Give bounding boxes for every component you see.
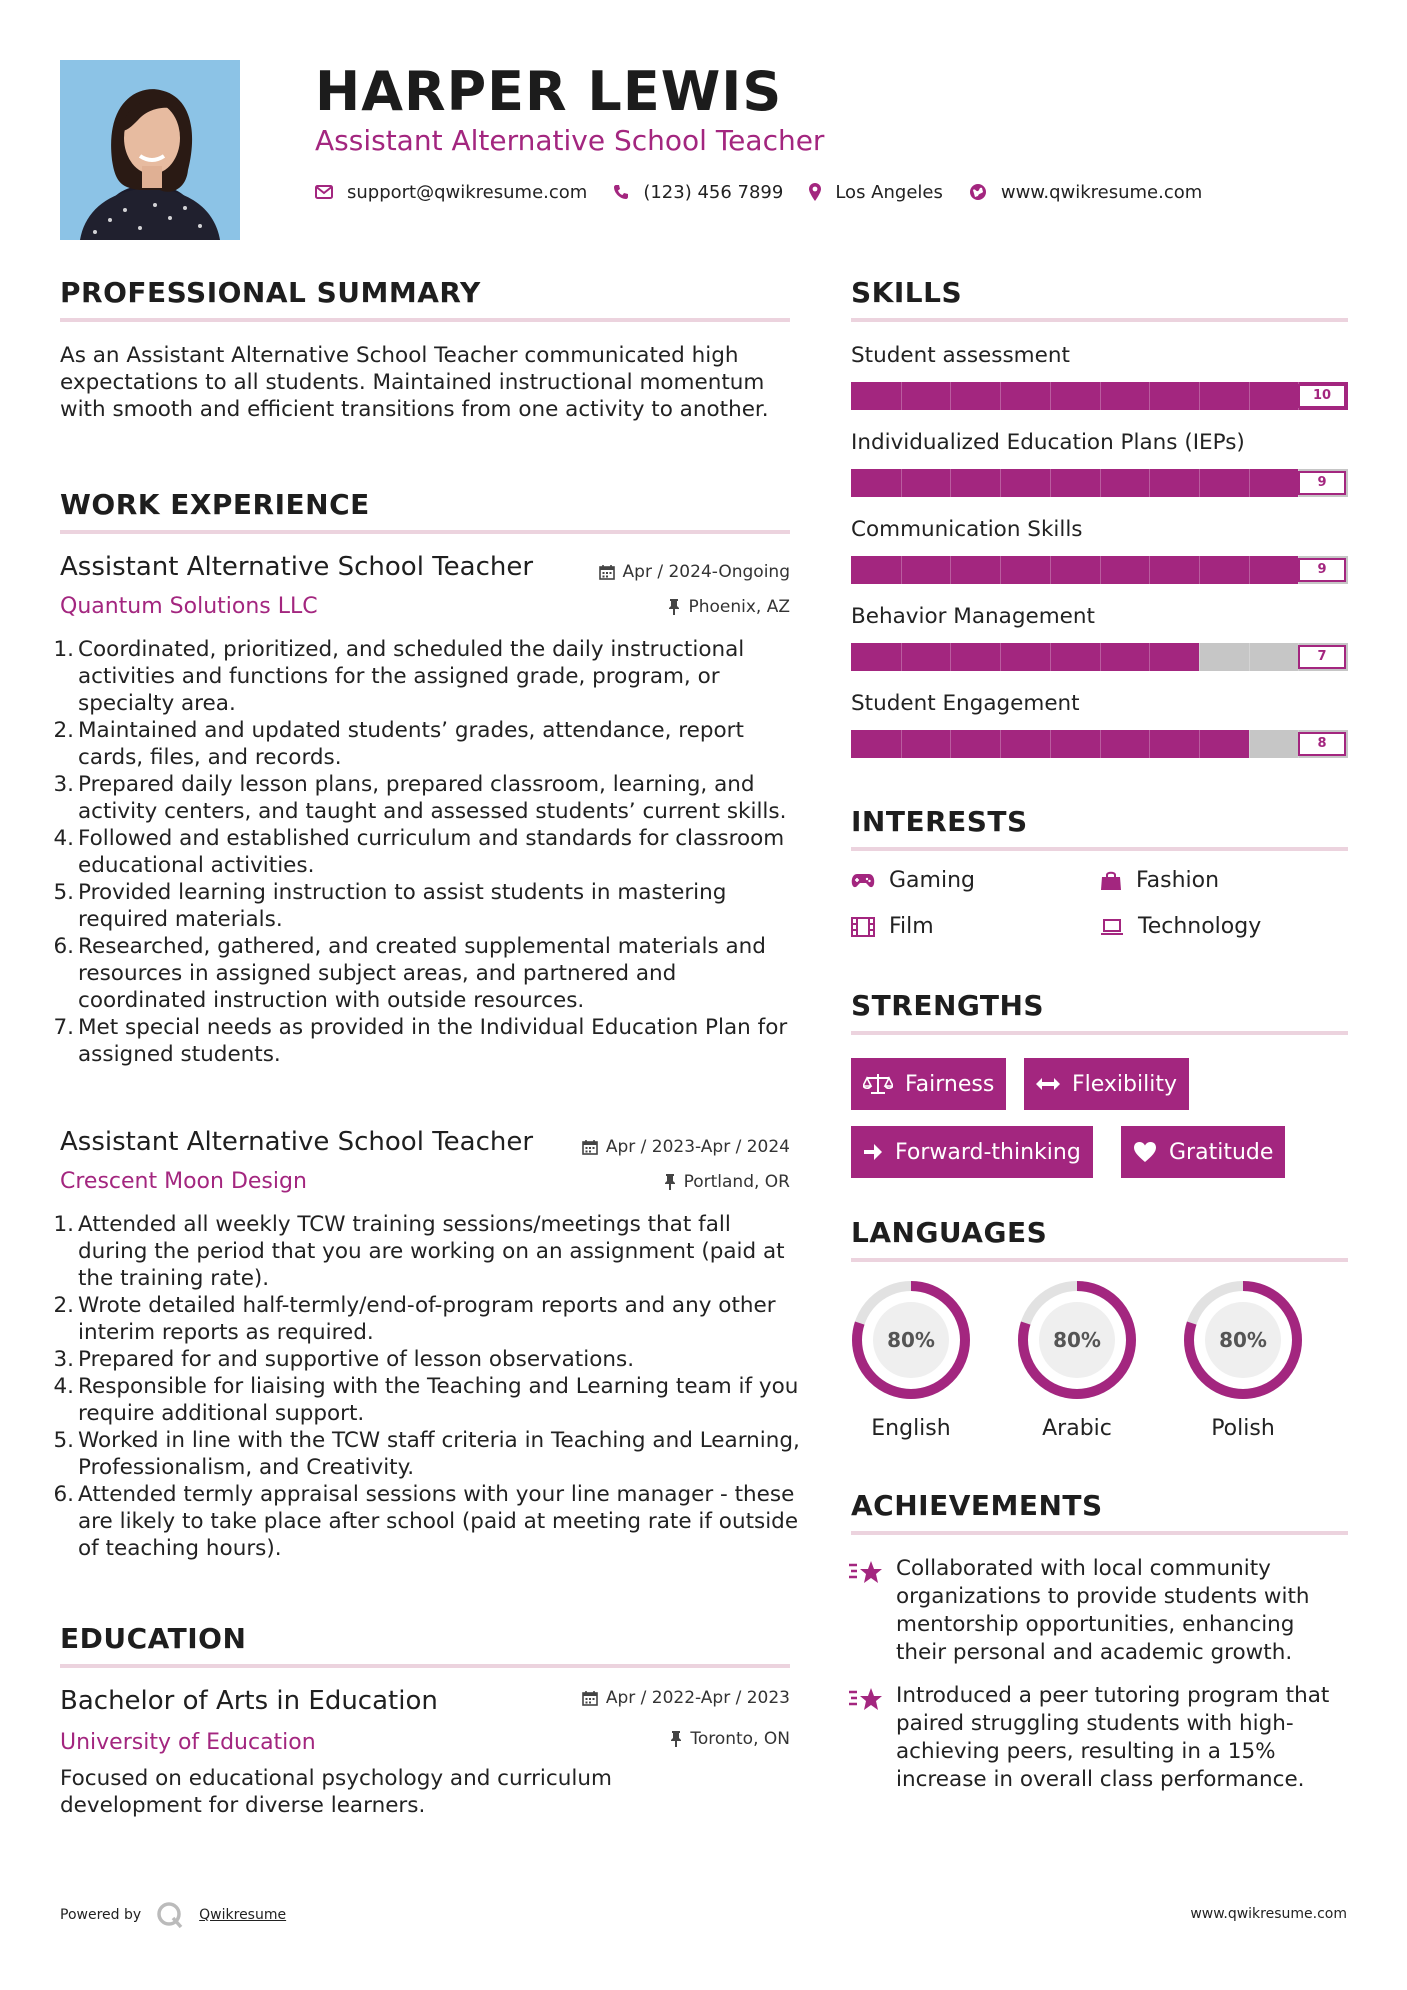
laptop-icon (1100, 918, 1124, 936)
list-item (53, 1373, 800, 1427)
list-text: Coordinated, prioritized, and scheduled the daily instructional activities and functions for the assigned grade, program, or specialty area. (78, 637, 745, 716)
skill-bar-segment (1050, 643, 1051, 671)
achievements-divider (851, 1531, 1348, 1535)
skill-bar-fill (851, 469, 1298, 497)
skill-bar-segment (1100, 730, 1101, 758)
list-text: Attended termly appraisal sessions with your line manager - these are likely to take place after school (paid at meeting rate if outside of teaching hours). (78, 1482, 799, 1561)
list-text: Researched, gathered, and created supplemental materials and resources in assigned subject areas, and partnered and coordinated instruction with outside resources. (78, 934, 766, 1013)
job-2-location-text: Portland, OR (683, 1172, 790, 1192)
strength-forward-thinking (851, 1126, 1093, 1178)
interest-technology (1100, 914, 1261, 939)
job-1-bullets (53, 636, 800, 1068)
gamepad-icon (851, 873, 875, 889)
interest-film (851, 914, 934, 939)
job-1-title: Assistant Alternative School Teacher (60, 552, 534, 582)
job-1-location-text: Phoenix, AZ (688, 597, 790, 617)
job-1-dates (520, 562, 790, 582)
skill-bar-segment (1149, 730, 1150, 758)
list-number: 1. (53, 637, 74, 662)
skill-bar-segment (1149, 556, 1150, 584)
list-number: 4. (53, 1374, 74, 1399)
interest-fashion (1100, 868, 1219, 893)
skill-score: 7 (1298, 645, 1346, 669)
email-text: support@qwikresume.com (347, 181, 588, 203)
contact-bar (315, 180, 1228, 204)
location-text: Los Angeles (835, 181, 943, 203)
degree-title: Bachelor of Arts in Education (60, 1686, 438, 1716)
language-name: Arabic (1042, 1416, 1112, 1441)
strengths-heading: STRENGTHS (851, 989, 1045, 1022)
list-text: Responsible for liaising with the Teaching and Learning team if you require additional support. (78, 1374, 799, 1426)
strength-fairness (851, 1058, 1006, 1110)
interests-divider (851, 847, 1348, 851)
list-number: 2. (53, 1293, 74, 1318)
job-1-company: Quantum Solutions LLC (60, 594, 318, 619)
job-2-company: Crescent Moon Design (60, 1169, 307, 1194)
strength-label: Gratitude (1169, 1139, 1274, 1165)
summary-divider (60, 318, 790, 322)
summary-heading: PROFESSIONAL SUMMARY (60, 276, 481, 309)
skill-bar-segment (1149, 469, 1150, 497)
list-text: Attended all weekly TCW training sessions/meetings that fall during the period that you are working on an assignment (paid at the training rate). (78, 1212, 785, 1291)
qwikresume-logo-icon (155, 1900, 185, 1930)
job-1-dates-text: Apr / 2024-Ongoing (622, 562, 790, 582)
skill-label: Communication Skills (851, 517, 1083, 542)
interest-label: Technology (1138, 914, 1262, 939)
skill-bar-segment (1199, 469, 1200, 497)
list-number: 5. (53, 1428, 74, 1453)
school-name: University of Education (60, 1730, 316, 1755)
skill-bar-segment (901, 382, 902, 410)
skill-bar-segment (950, 556, 951, 584)
strength-gratitude (1121, 1126, 1285, 1178)
skill-bar-segment (1249, 556, 1250, 584)
candidate-title: Assistant Alternative School Teacher (315, 124, 825, 157)
skill-bar-segment (1199, 556, 1200, 584)
heart-icon (1133, 1141, 1157, 1163)
list-number: 7. (53, 1015, 74, 1040)
skill-bar-segment (901, 469, 902, 497)
list-item (53, 1481, 800, 1562)
skill-bar-segment (1050, 730, 1051, 758)
calendar-icon (599, 564, 615, 580)
list-text: Provided learning instruction to assist students in mastering required materials. (78, 880, 727, 932)
strength-flexibility (1024, 1058, 1189, 1110)
skill-bar-segment (1050, 382, 1051, 410)
contact-email[interactable] (315, 182, 587, 203)
list-number: 6. (53, 1482, 74, 1507)
experience-heading: WORK EXPERIENCE (60, 488, 370, 521)
skill-bar-segment (1050, 469, 1051, 497)
skill-bar-segment (1249, 469, 1250, 497)
gauge-percent: 80% (887, 1328, 935, 1352)
phone-text: (123) 456 7899 (643, 181, 784, 203)
language-gauge (1015, 1278, 1139, 1402)
skills-divider (851, 318, 1348, 322)
skill-bar-segment (1000, 556, 1001, 584)
list-text: Followed and established curriculum and standards for classroom educational activities. (78, 826, 785, 878)
list-item (53, 1346, 800, 1373)
skill-bar-segment (1249, 382, 1250, 410)
skill-bar-segment (1199, 382, 1200, 410)
skill-bar-segment (1100, 556, 1101, 584)
achievements-heading: ACHIEVEMENTS (851, 1489, 1103, 1522)
footer-website[interactable]: www.qwikresume.com (1190, 1906, 1347, 1922)
education-dates-text: Apr / 2022-Apr / 2023 (605, 1688, 790, 1708)
summary-text: As an Assistant Alternative School Teacher communicated high expectations to all students. Maintained instructional momentum with smooth and efficient transitions from one activity to another. (60, 343, 769, 422)
list-item (53, 879, 800, 933)
interest-label: Film (889, 914, 934, 939)
pushpin-icon (670, 1731, 682, 1747)
education-location (520, 1729, 790, 1749)
job-2-location (520, 1172, 790, 1192)
skills-heading: SKILLS (851, 276, 963, 309)
skill-score: 10 (1298, 384, 1346, 408)
skill-label: Student Engagement (851, 691, 1080, 716)
list-text: Wrote detailed half-termly/end-of-program reports and any other interim reports as required. (78, 1293, 776, 1345)
list-text: Met special needs as provided in the Individual Education Plan for assigned students. (78, 1015, 788, 1067)
list-number: 1. (53, 1212, 74, 1237)
contact-location (809, 182, 943, 203)
skill-bar-segment (1249, 730, 1250, 758)
list-text: Worked in line with the TCW staff criteria in Teaching and Learning, Professionalism, and Creativity. (78, 1428, 800, 1480)
job-2-dates-text: Apr / 2023-Apr / 2024 (605, 1137, 790, 1157)
languages-heading: LANGUAGES (851, 1216, 1048, 1249)
skill-label: Individualized Education Plans (IEPs) (851, 430, 1245, 455)
skill-bar-segment (1000, 643, 1001, 671)
bag-icon (1100, 871, 1122, 891)
education-location-text: Toronto, ON (690, 1729, 790, 1749)
education-dates (520, 1688, 790, 1708)
job-1-location (520, 597, 790, 617)
film-icon (851, 917, 875, 937)
skill-bar-segment (950, 382, 951, 410)
list-item (53, 717, 800, 771)
skill-bar-segment (1249, 643, 1250, 671)
education-description: Focused on educational psychology and curriculum development for diverse learners. (60, 1766, 612, 1818)
skill-bar-segment (1100, 643, 1101, 671)
skill-bar-segment (1100, 469, 1101, 497)
profile-photo (60, 60, 240, 240)
list-number: 3. (53, 772, 74, 797)
achievement-text: Introduced a peer tutoring program that paired struggling students with high-achieving peers, resulting in a 15% increase in overall class performance. (896, 1683, 1330, 1792)
language-gauge (1181, 1278, 1305, 1402)
skill-bar-segment (901, 556, 902, 584)
list-item (53, 1427, 800, 1481)
language-gauge (849, 1278, 973, 1402)
skill-bar-segment (950, 643, 951, 671)
list-number: 4. (53, 826, 74, 851)
education-heading: EDUCATION (60, 1622, 247, 1655)
skill-bar-segment (901, 643, 902, 671)
language-name: Polish (1211, 1416, 1275, 1441)
website-text: www.qwikresume.com (1000, 181, 1203, 203)
skill-label: Student assessment (851, 343, 1070, 368)
list-item (53, 1292, 800, 1346)
list-number: 6. (53, 934, 74, 959)
languages-divider (851, 1258, 1348, 1262)
strengths-divider (851, 1031, 1348, 1035)
qwikresume-link[interactable]: Qwikresume (199, 1907, 287, 1923)
skill-bar-segment (950, 469, 951, 497)
arrow-right-icon (863, 1142, 883, 1162)
list-item (53, 933, 800, 1014)
skill-bar-fill (851, 643, 1199, 671)
education-divider (60, 1664, 790, 1668)
skill-bar-segment (1199, 730, 1200, 758)
contact-phone[interactable] (613, 182, 783, 203)
strength-label: Forward-thinking (895, 1139, 1081, 1165)
skill-bar (851, 730, 1348, 758)
skill-bar-segment (950, 730, 951, 758)
skill-score: 8 (1298, 732, 1346, 756)
job-2-dates (520, 1137, 790, 1157)
interests-heading: INTERESTS (851, 805, 1028, 838)
experience-divider (60, 530, 790, 534)
envelope-icon (315, 185, 333, 199)
list-item (53, 771, 800, 825)
achievement-star-icon (849, 1686, 883, 1712)
skill-bar-segment (1149, 643, 1150, 671)
calendar-icon (582, 1690, 598, 1706)
strength-label: Fairness (905, 1071, 995, 1097)
candidate-name: HARPER LEWIS (315, 60, 783, 123)
skill-bar-segment (901, 730, 902, 758)
skill-bar-fill (851, 556, 1298, 584)
job-2-bullets (53, 1211, 800, 1562)
skill-bar-segment (1100, 382, 1101, 410)
skill-bar-segment (1000, 469, 1001, 497)
skill-score: 9 (1298, 471, 1346, 495)
list-number: 2. (53, 718, 74, 743)
list-text: Prepared daily lesson plans, prepared classroom, learning, and activity centers, and taught and assessed students’ current skills. (78, 772, 787, 824)
skill-label: Behavior Management (851, 604, 1095, 629)
pushpin-icon (668, 599, 680, 615)
skill-bar-segment (1000, 382, 1001, 410)
contact-website[interactable] (969, 182, 1202, 203)
calendar-icon (582, 1139, 598, 1155)
pushpin-icon (664, 1174, 676, 1190)
map-pin-icon (809, 183, 821, 201)
skill-bar (851, 556, 1348, 584)
list-item (53, 1211, 800, 1292)
arrows-icon (1036, 1077, 1060, 1091)
achievement-text: Collaborated with local community organizations to provide students with mentorship opportunities, enhancing their personal and academic growth. (896, 1556, 1310, 1665)
interest-label: Fashion (1136, 868, 1220, 893)
interest-gaming (851, 868, 975, 893)
list-item (53, 1014, 800, 1068)
skill-bar-segment (1050, 556, 1051, 584)
skill-bar (851, 643, 1348, 671)
skill-bar-segment (1000, 730, 1001, 758)
globe-icon (969, 183, 987, 201)
skill-score: 9 (1298, 558, 1346, 582)
powered-by-text: Powered by (60, 1907, 142, 1923)
list-text: Maintained and updated students’ grades, attendance, report cards, files, and records. (78, 718, 744, 770)
list-item (53, 825, 800, 879)
strength-label: Flexibility (1072, 1071, 1177, 1097)
list-number: 3. (53, 1347, 74, 1372)
list-number: 5. (53, 880, 74, 905)
list-text: Prepared for and supportive of lesson observations. (78, 1347, 635, 1372)
gauge-percent: 80% (1053, 1328, 1101, 1352)
job-2-title: Assistant Alternative School Teacher (60, 1127, 534, 1157)
gauge-percent: 80% (1219, 1328, 1267, 1352)
phone-icon (613, 184, 629, 200)
skill-bar (851, 469, 1348, 497)
footer-powered-by (60, 1900, 286, 1930)
skill-bar-segment (1199, 643, 1200, 671)
interest-label: Gaming (889, 868, 975, 893)
scale-icon (863, 1073, 893, 1095)
achievement-star-icon (849, 1559, 883, 1585)
skill-bar (851, 382, 1348, 410)
list-item (53, 636, 800, 717)
skill-bar-segment (1149, 382, 1150, 410)
language-name: English (871, 1416, 951, 1441)
